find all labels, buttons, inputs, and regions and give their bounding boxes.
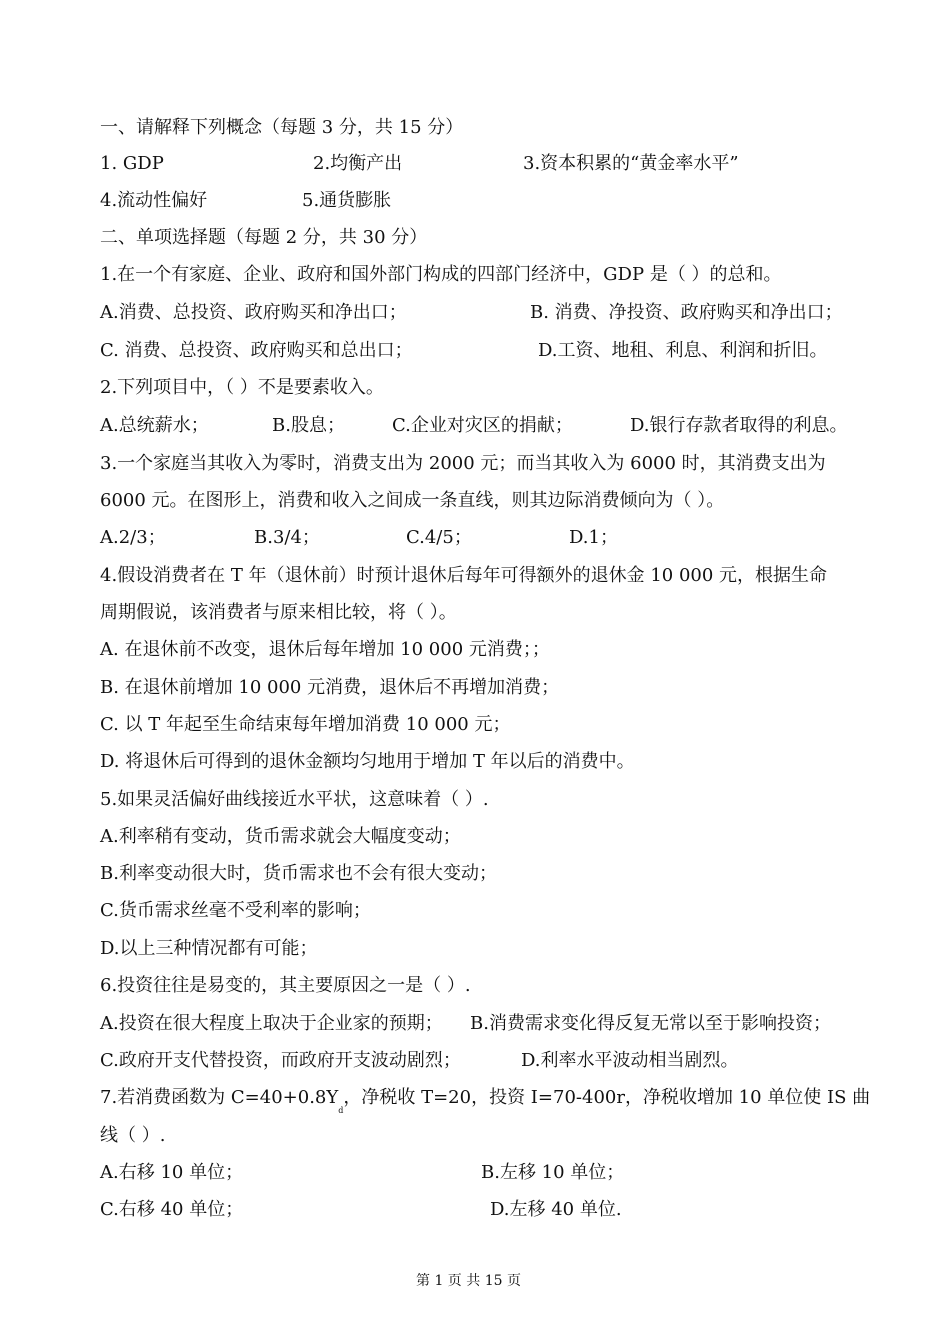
q7-option-c: C.右移 40 单位； bbox=[100, 1199, 244, 1220]
q4-option-b: B. 在退休前增加 10 000 元消费，退休后不再增加消费； bbox=[100, 677, 560, 698]
q2-option-a: A.总统薪水； bbox=[100, 415, 209, 436]
concept-3: 3.资本积累的“黄金率水平” bbox=[523, 153, 739, 174]
q6-option-c: C.政府开支代替投资，而政府开支波动剧烈； bbox=[100, 1050, 461, 1071]
q1-option-a: A.消费、总投资、政府购买和净出口； bbox=[100, 302, 407, 323]
q7-stem-part1: 7.若消费函数为 C=40+0.8Y bbox=[100, 1087, 339, 1108]
q1-option-c: C. 消费、总投资、政府购买和总出口； bbox=[100, 340, 413, 361]
q4-option-d: D. 将退休后可得到的退休金额均匀地用于增加 T 年以后的消费中。 bbox=[100, 751, 635, 772]
q6-option-a: A.投资在很大程度上取决于企业家的预期； bbox=[100, 1013, 443, 1034]
section2-heading: 二、单项选择题（每题 2 分，共 30 分） bbox=[100, 227, 428, 248]
concept-2: 2.均衡产出 bbox=[313, 153, 403, 174]
q5-option-a: A.利率稍有变动，货币需求就会大幅度变动； bbox=[100, 826, 461, 847]
q7-stem-line2: 线（ ）. bbox=[100, 1125, 166, 1146]
q3-option-d: D.1； bbox=[569, 527, 618, 548]
concept-1: 1. GDP bbox=[100, 153, 164, 174]
q3-option-b: B.3/4； bbox=[254, 527, 320, 548]
q5-option-c: C.货币需求丝毫不受利率的影响； bbox=[100, 900, 371, 921]
q7-stem-part2: ，净税收 T=20，投资 I=70-400r，净税收增加 10 单位使 IS 曲 bbox=[343, 1087, 871, 1108]
q1-option-d: D.工资、地租、利息、利润和折旧。 bbox=[538, 340, 828, 361]
q1-stem: 1.在一个有家庭、企业、政府和国外部门构成的四部门经济中，GDP 是（ ）的总和。 bbox=[100, 264, 782, 285]
q7-option-d: D.左移 40 单位. bbox=[490, 1199, 622, 1220]
q5-option-b: B.利率变动很大时，货币需求也不会有很大变动； bbox=[100, 863, 497, 884]
q3-stem-line1: 3.一个家庭当其收入为零时，消费支出为 2000 元；而当其收入为 6000 时，其消费支出为 bbox=[100, 453, 826, 474]
concept-4: 4.流动性偏好 bbox=[100, 190, 208, 211]
q3-option-a: A.2/3； bbox=[100, 527, 166, 548]
q3-stem-line2: 6000 元。在图形上，消费和收入之间成一条直线，则其边际消费倾向为（ ）。 bbox=[100, 490, 725, 511]
q2-stem: 2.下列项目中，（ ）不是要素收入。 bbox=[100, 377, 384, 398]
q7-option-b: B.左移 10 单位； bbox=[481, 1162, 625, 1183]
page-number: 第 1 页 共 15 页 bbox=[416, 1273, 521, 1289]
concept-5: 5.通货膨胀 bbox=[302, 190, 392, 211]
section1-heading: 一、请解释下列概念（每题 3 分，共 15 分） bbox=[100, 117, 464, 138]
q4-option-c: C. 以 T 年起至生命结束每年增加消费 10 000 元； bbox=[100, 714, 511, 735]
q4-stem-line1: 4.假设消费者在 T 年（退休前）时预计退休后每年可得额外的退休金 10 000 元，根据生命 bbox=[100, 565, 828, 586]
q7-subscript-d: d bbox=[338, 1106, 344, 1115]
q5-stem: 5.如果灵活偏好曲线接近水平状，这意味着（ ）. bbox=[100, 789, 489, 810]
q6-option-b: B.消费需求变化得反复无常以至于影响投资； bbox=[470, 1013, 831, 1034]
q2-option-d: D.银行存款者取得的利息。 bbox=[630, 415, 848, 436]
q2-option-b: B.股息； bbox=[272, 415, 345, 436]
q5-option-d: D.以上三种情况都有可能； bbox=[100, 938, 318, 959]
q1-option-b: B. 消费、净投资、政府购买和净出口； bbox=[530, 302, 843, 323]
q7-stem-line1 bbox=[100, 1087, 871, 1115]
q7-option-a: A.右移 10 单位； bbox=[100, 1162, 244, 1183]
q6-stem: 6.投资往往是易变的，其主要原因之一是（ ）. bbox=[100, 975, 471, 996]
q2-option-c: C.企业对灾区的捐献； bbox=[392, 415, 573, 436]
q4-option-a: A. 在退休前不改变，退休后每年增加 10 000 元消费；； bbox=[100, 639, 550, 660]
q3-option-c: C.4/5； bbox=[406, 527, 472, 548]
q6-option-d: D.利率水平波动相当剧烈。 bbox=[521, 1050, 739, 1071]
q4-stem-line2: 周期假说，该消费者与原来相比较，将（ ）。 bbox=[100, 602, 457, 623]
